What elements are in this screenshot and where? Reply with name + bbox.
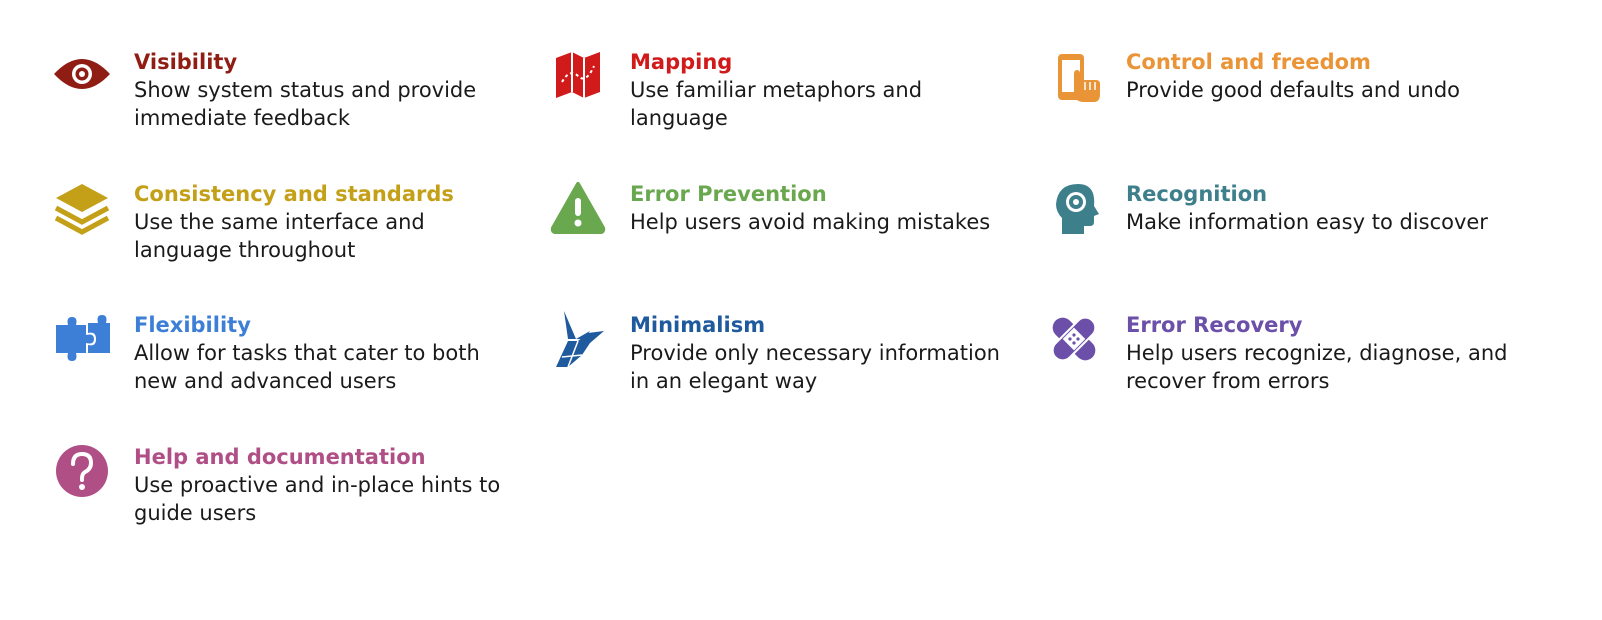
warning-icon (548, 178, 608, 238)
principle-mapping (548, 46, 1018, 156)
bandage-icon (1044, 309, 1104, 369)
puzzle-icon (52, 309, 112, 369)
question-icon (52, 441, 112, 501)
touch-device-icon (1044, 46, 1104, 106)
layers-icon (52, 178, 112, 238)
principle-description: Use the same interface and language throughout (134, 210, 425, 262)
principle-description: Help users recognize, diagnose, and recover from errors (1126, 341, 1508, 393)
principle-title: Help and documentation (134, 445, 426, 469)
principle-title: Error Recovery (1126, 313, 1303, 337)
principle-visibility (52, 46, 522, 156)
principle-description: Allow for tasks that cater to both new and advanced users (134, 341, 480, 393)
principle-error-prevention (548, 178, 1018, 288)
principle-description: Show system status and provide immediate feedback (134, 78, 477, 130)
principle-title: Flexibility (134, 313, 251, 337)
origami-bird-icon (548, 309, 608, 369)
principle-description: Use familiar metaphors and language (630, 78, 923, 130)
principle-description: Help users avoid making mistakes (630, 210, 991, 234)
principle-title: Consistency and standards (134, 182, 454, 206)
principle-flexibility (52, 309, 522, 419)
eye-icon (52, 46, 112, 106)
principle-description: Use proactive and in-place hints to guide users (134, 473, 501, 525)
map-icon (548, 46, 608, 106)
principle-description: Provide only necessary information in an elegant way (630, 341, 1000, 393)
principle-consistency-and-standards (52, 178, 522, 288)
principle-title: Recognition (1126, 182, 1268, 206)
principle-description: Provide good defaults and undo (1126, 78, 1461, 102)
principle-description: Make information easy to discover (1126, 210, 1488, 234)
principle-title: Minimalism (630, 313, 766, 337)
principle-title: Mapping (630, 50, 733, 74)
principle-recognition (1044, 178, 1514, 288)
principle-minimalism (548, 309, 1018, 419)
principle-control-and-freedom (1044, 46, 1514, 156)
principle-error-recovery (1044, 309, 1514, 419)
principle-title: Control and freedom (1126, 50, 1371, 74)
head-gear-icon (1044, 178, 1104, 238)
principle-title: Visibility (134, 50, 238, 74)
principle-title: Error Prevention (630, 182, 827, 206)
principle-help-and-documentation (52, 441, 522, 551)
